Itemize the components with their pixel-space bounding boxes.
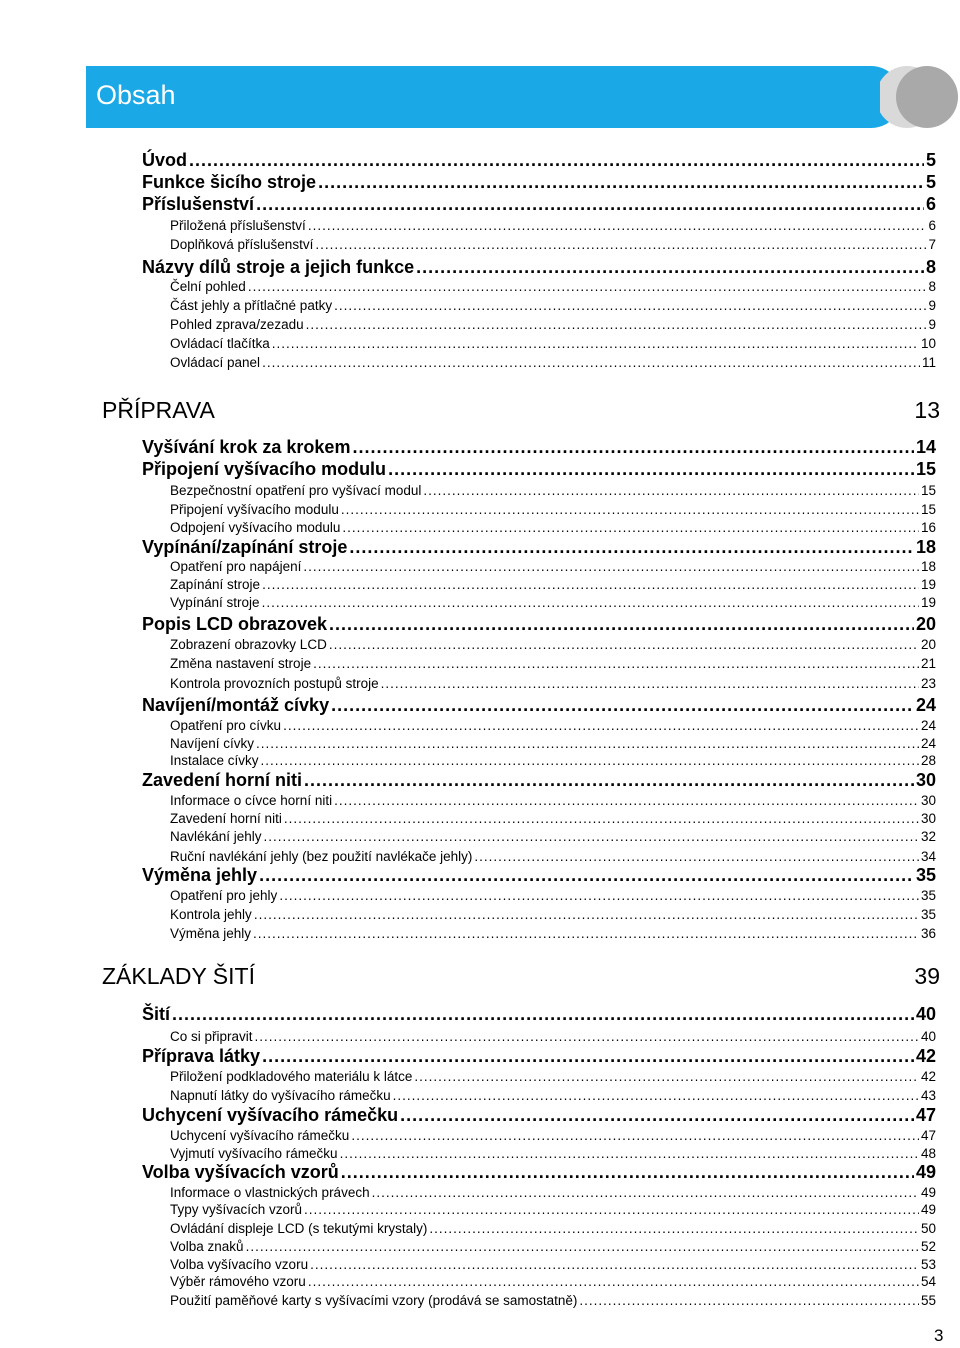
toc-entry-title: Bezpečnostní opatření pro vyšívací modul bbox=[170, 483, 422, 498]
toc-entry-page: 14 bbox=[915, 437, 936, 457]
toc-leader-dots bbox=[259, 864, 914, 886]
toc-entry-page: 5 bbox=[925, 150, 936, 170]
toc-entry-page: 10 bbox=[920, 336, 936, 351]
toc-entry-title: Použití paměňové karty s vyšívacími vzory (prodává se samostatně) bbox=[170, 1293, 578, 1308]
toc-entry-page: 47 bbox=[915, 1105, 936, 1125]
toc-entry-title: Popis LCD obrazovek bbox=[142, 614, 328, 634]
toc-leader-dots bbox=[351, 1127, 919, 1145]
toc-leader-dots bbox=[262, 594, 919, 612]
toc-chapter-entry[interactable] bbox=[142, 1104, 936, 1126]
toc-chapter-entry[interactable] bbox=[142, 769, 936, 791]
toc-entry-title: Vyšívání krok za krokem bbox=[142, 437, 351, 457]
toc-entry-title: Kontrola jehly bbox=[170, 907, 252, 922]
toc-entry-page: 40 bbox=[920, 1029, 936, 1044]
toc-entry-title: Čelní pohled bbox=[170, 279, 246, 294]
toc-subentry[interactable] bbox=[170, 735, 936, 753]
toc-entry-page: 43 bbox=[920, 1088, 936, 1103]
toc-entry-title: Volba vyšívacího vzoru bbox=[170, 1257, 309, 1272]
toc-entry-page: 24 bbox=[920, 718, 936, 733]
toc-subentry[interactable] bbox=[170, 217, 936, 235]
toc-subentry[interactable] bbox=[170, 1184, 936, 1202]
toc-chapter-entry[interactable] bbox=[142, 193, 936, 215]
toc-subentry[interactable] bbox=[170, 354, 936, 372]
toc-subentry[interactable] bbox=[170, 906, 936, 924]
toc-entry-title: Přiložená příslušenství bbox=[170, 218, 306, 233]
toc-entry-page: 5 bbox=[925, 172, 936, 192]
toc-leader-dots bbox=[315, 236, 926, 254]
toc-subentry[interactable] bbox=[170, 278, 936, 296]
toc-leader-dots bbox=[248, 278, 927, 296]
toc-chapter-entry[interactable] bbox=[142, 171, 936, 193]
toc-entry-title: Úvod bbox=[142, 150, 187, 170]
section-heading-priprava bbox=[102, 396, 940, 424]
toc-chapter-entry[interactable] bbox=[142, 458, 936, 480]
toc-leader-dots bbox=[272, 335, 919, 353]
toc-leader-dots bbox=[279, 887, 919, 905]
toc-subentry[interactable] bbox=[170, 925, 936, 943]
toc-entry-title: Pohled zprava/zezadu bbox=[170, 317, 304, 332]
toc-leader-dots bbox=[341, 501, 919, 519]
toc-subentry[interactable] bbox=[170, 236, 936, 254]
toc-leader-dots bbox=[318, 171, 924, 193]
toc-leader-dots bbox=[264, 828, 919, 846]
toc-leader-dots bbox=[342, 519, 919, 537]
toc-subentry[interactable] bbox=[170, 828, 936, 846]
toc-entry-page: 49 bbox=[920, 1202, 936, 1217]
toc-entry-title: Ovládací panel bbox=[170, 355, 261, 370]
toc-leader-dots bbox=[303, 558, 919, 576]
toc-entry-title: Opatření pro cívku bbox=[170, 718, 282, 733]
toc-subentry[interactable] bbox=[170, 1087, 936, 1105]
toc-subentry[interactable] bbox=[170, 594, 936, 612]
toc-entry-title: Navlékání jehly bbox=[170, 829, 262, 844]
toc-chapter-entry[interactable] bbox=[142, 256, 936, 278]
toc-entry-title: Ruční navlékání jehly (bez použití navlékače jehly) bbox=[170, 849, 473, 864]
toc-entry-page: 20 bbox=[920, 637, 936, 652]
toc-subentry[interactable] bbox=[170, 316, 936, 334]
toc-leader-dots bbox=[579, 1292, 919, 1310]
toc-leader-dots bbox=[256, 193, 924, 215]
toc-leader-dots bbox=[262, 576, 919, 594]
toc-entry-title: Šití bbox=[142, 1004, 171, 1024]
toc-entry-page: 52 bbox=[920, 1239, 936, 1254]
toc-subentry[interactable] bbox=[170, 655, 936, 673]
toc-leader-dots bbox=[262, 1045, 914, 1067]
header-decoration bbox=[880, 66, 958, 128]
toc-entry-page: 8 bbox=[925, 257, 936, 277]
toc-chapter-entry[interactable] bbox=[142, 613, 936, 635]
toc-entry-title: Zavedení horní niti bbox=[142, 770, 303, 790]
toc-entry-page: 6 bbox=[925, 194, 936, 214]
toc-subentry[interactable] bbox=[170, 1256, 936, 1274]
toc-entry-page: 20 bbox=[915, 614, 936, 634]
toc-entry-page: 24 bbox=[915, 695, 936, 715]
toc-subentry[interactable] bbox=[170, 636, 936, 654]
toc-entry-page: 30 bbox=[915, 770, 936, 790]
section-title: PŘÍPRAVA bbox=[102, 397, 215, 423]
toc-entry-page: 15 bbox=[920, 483, 936, 498]
toc-entry-title: Instalace cívky bbox=[170, 753, 259, 768]
toc-entry-title: Příslušenství bbox=[142, 194, 255, 214]
toc-leader-dots bbox=[352, 436, 914, 458]
toc-entry-page: 40 bbox=[915, 1004, 936, 1024]
toc-entry-title: Vyjmutí vyšívacího rámečku bbox=[170, 1146, 338, 1161]
toc-subentry[interactable] bbox=[170, 558, 936, 576]
toc-entry-page: 32 bbox=[920, 829, 936, 844]
toc-entry-title: Napnutí látky do vyšívacího rámečku bbox=[170, 1088, 391, 1103]
toc-subentry[interactable] bbox=[170, 297, 936, 315]
toc-leader-dots bbox=[172, 1003, 914, 1025]
toc-entry-title: Funkce šicího stroje bbox=[142, 172, 317, 192]
toc-leader-dots bbox=[334, 297, 926, 315]
toc-leader-dots bbox=[329, 636, 919, 654]
toc-entry-title: Vypínání/zapínání stroje bbox=[142, 537, 348, 557]
toc-entry-page: 35 bbox=[915, 865, 936, 885]
toc-entry-page: 28 bbox=[920, 753, 936, 768]
toc-entry-page: 11 bbox=[921, 355, 936, 370]
toc-entry-page: 47 bbox=[920, 1128, 936, 1143]
toc-entry-page: 50 bbox=[920, 1221, 936, 1236]
toc-entry-page: 53 bbox=[920, 1257, 936, 1272]
section-page: 13 bbox=[914, 397, 940, 423]
toc-entry-page: 18 bbox=[915, 537, 936, 557]
toc-leader-dots bbox=[416, 256, 924, 278]
toc-entry-title: Zavedení horní niti bbox=[170, 811, 282, 826]
toc-entry-page: 54 bbox=[920, 1274, 936, 1289]
toc-leader-dots bbox=[349, 536, 914, 558]
toc-leader-dots bbox=[423, 482, 919, 500]
toc-entry-title: Navíjení cívky bbox=[170, 736, 255, 751]
toc-entry-title: Co si připravit bbox=[170, 1029, 253, 1044]
section-page: 39 bbox=[914, 963, 940, 989]
toc-entry-title: Uchycení vyšívacího rámečku bbox=[142, 1105, 399, 1125]
toc-leader-dots bbox=[381, 675, 919, 693]
toc-leader-dots bbox=[341, 1161, 914, 1183]
toc-entry-title: Změna nastavení stroje bbox=[170, 656, 312, 671]
page-number: 3 bbox=[934, 1326, 944, 1345]
toc-leader-dots bbox=[414, 1068, 919, 1086]
toc-subentry[interactable] bbox=[170, 482, 936, 500]
toc-leader-dots bbox=[246, 1238, 919, 1256]
toc-leader-dots bbox=[331, 694, 914, 716]
toc-subentry[interactable] bbox=[170, 717, 936, 735]
toc-leader-dots bbox=[304, 1201, 919, 1219]
toc-entry-title: Informace o cívce horní niti bbox=[170, 793, 333, 808]
section-title: ZÁKLADY ŠITÍ bbox=[102, 963, 255, 989]
toc-leader-dots bbox=[393, 1087, 919, 1105]
toc-entry-title: Část jehly a přítlačné patky bbox=[170, 298, 333, 313]
toc-leader-dots bbox=[329, 613, 914, 635]
toc-leader-dots bbox=[284, 810, 919, 828]
toc-entry-page: 7 bbox=[928, 237, 936, 252]
toc-entry-title: Doplňková příslušenství bbox=[170, 237, 314, 252]
toc-entry-title: Uchycení vyšívacího rámečku bbox=[170, 1128, 350, 1143]
toc-chapter-entry[interactable] bbox=[142, 694, 936, 716]
toc-subentry[interactable] bbox=[170, 519, 936, 537]
toc-entry-title: Názvy dílů stroje a jejich funkce bbox=[142, 257, 415, 277]
toc-entry-page: 15 bbox=[915, 459, 936, 479]
toc-chapter-entry[interactable] bbox=[142, 149, 936, 171]
toc-leader-dots bbox=[261, 752, 919, 770]
toc-subentry[interactable] bbox=[170, 1068, 936, 1086]
toc-leader-dots bbox=[388, 458, 914, 480]
toc-entry-page: 55 bbox=[920, 1293, 936, 1308]
toc-entry-page: 35 bbox=[920, 888, 936, 903]
toc-entry-title: Výměna jehly bbox=[142, 865, 258, 885]
toc-leader-dots bbox=[306, 316, 927, 334]
toc-entry-page: 42 bbox=[920, 1069, 936, 1084]
toc-entry-page: 30 bbox=[920, 811, 936, 826]
toc-entry-page: 19 bbox=[920, 577, 936, 592]
toc-leader-dots bbox=[283, 717, 919, 735]
toc-subentry[interactable] bbox=[170, 887, 936, 905]
toc-entry-page: 9 bbox=[928, 317, 936, 332]
toc-entry-page: 42 bbox=[915, 1046, 936, 1066]
toc-entry-page: 36 bbox=[920, 926, 936, 941]
toc-entry-title: Zapínání stroje bbox=[170, 577, 261, 592]
toc-subentry[interactable] bbox=[170, 1127, 936, 1145]
toc-leader-dots bbox=[313, 655, 919, 673]
toc-entry-title: Zobrazení obrazovky LCD bbox=[170, 637, 327, 652]
toc-entry-title: Připojení vyšívacího modulu bbox=[170, 502, 339, 517]
toc-entry-title: Výběr rámového vzoru bbox=[170, 1274, 306, 1289]
toc-subentry[interactable] bbox=[170, 1273, 936, 1291]
toc-subentry[interactable] bbox=[170, 792, 936, 810]
toc-leader-dots bbox=[189, 149, 924, 171]
toc-entry-page: 9 bbox=[928, 298, 936, 313]
section-heading-zaklady-siti bbox=[102, 962, 940, 990]
toc-subentry[interactable] bbox=[170, 335, 936, 353]
page-title: Obsah bbox=[96, 80, 176, 110]
toc-entry-page: 19 bbox=[920, 595, 936, 610]
toc-entry-page: 35 bbox=[920, 907, 936, 922]
toc-leader-dots bbox=[255, 1028, 919, 1046]
toc-chapter-entry[interactable] bbox=[142, 436, 936, 458]
toc-subentry[interactable] bbox=[170, 1028, 936, 1046]
toc-entry-title: Navíjení/montáž cívky bbox=[142, 695, 330, 715]
toc-subentry[interactable] bbox=[170, 1292, 936, 1310]
toc-leader-dots bbox=[400, 1104, 914, 1126]
toc-entry-page: 15 bbox=[920, 502, 936, 517]
toc-entry-title: Vypínání stroje bbox=[170, 595, 260, 610]
toc-entry-page: 16 bbox=[920, 520, 936, 535]
toc-subentry[interactable] bbox=[170, 675, 936, 693]
toc-entry-page: 8 bbox=[928, 279, 936, 294]
toc-leader-dots bbox=[253, 925, 919, 943]
toc-leader-dots bbox=[262, 354, 920, 372]
toc-entry-title: Přiložení podkladového materiálu k látce bbox=[170, 1069, 413, 1084]
toc-entry-title: Informace o vlastnických právech bbox=[170, 1185, 370, 1200]
toc-chapter-entry[interactable] bbox=[142, 1045, 936, 1067]
toc-chapter-entry[interactable] bbox=[142, 536, 936, 558]
toc-entry-page: 21 bbox=[920, 656, 936, 671]
header-banner bbox=[86, 66, 902, 128]
toc-entry-page: 18 bbox=[920, 559, 936, 574]
toc-leader-dots bbox=[308, 1273, 919, 1291]
toc-chapter-entry[interactable] bbox=[142, 1003, 936, 1025]
toc-entry-title: Ovládání displeje LCD (s tekutými krystaly) bbox=[170, 1221, 428, 1236]
toc-subentry[interactable] bbox=[170, 810, 936, 828]
toc-entry-title: Odpojení vyšívacího modulu bbox=[170, 520, 341, 535]
toc-entry-title: Připojení vyšívacího modulu bbox=[142, 459, 387, 479]
toc-entry-page: 6 bbox=[928, 218, 936, 233]
toc-leader-dots bbox=[254, 906, 919, 924]
toc-leader-dots bbox=[310, 1256, 919, 1274]
toc-leader-dots bbox=[429, 1220, 919, 1238]
toc-entry-page: 34 bbox=[920, 849, 936, 864]
toc-entry-title: Volba znaků bbox=[170, 1239, 244, 1254]
toc-leader-dots bbox=[304, 769, 914, 791]
toc-leader-dots bbox=[334, 792, 919, 810]
toc-leader-dots bbox=[308, 217, 927, 235]
toc-entry-page: 24 bbox=[920, 736, 936, 751]
toc-leader-dots bbox=[256, 735, 919, 753]
toc-entry-title: Volba vyšívacích vzorů bbox=[142, 1162, 339, 1182]
toc-chapter-entry[interactable] bbox=[142, 1161, 936, 1183]
toc-subentry[interactable] bbox=[170, 1238, 936, 1256]
toc-subentry[interactable] bbox=[170, 1201, 936, 1219]
toc-entry-page: 49 bbox=[920, 1185, 936, 1200]
toc-subentry[interactable] bbox=[170, 1220, 936, 1238]
toc-leader-dots bbox=[372, 1184, 919, 1202]
toc-chapter-entry[interactable] bbox=[142, 864, 936, 886]
toc-subentry[interactable] bbox=[170, 576, 936, 594]
toc-entry-page: 49 bbox=[915, 1162, 936, 1182]
toc-entry-page: 23 bbox=[920, 676, 936, 691]
toc-entry-title: Ovládací tlačítka bbox=[170, 336, 270, 351]
toc-entry-title: Kontrola provozních postupů stroje bbox=[170, 676, 379, 691]
toc-entry-page: 48 bbox=[920, 1146, 936, 1161]
toc-subentry[interactable] bbox=[170, 501, 936, 519]
toc-entry-title: Příprava látky bbox=[142, 1046, 261, 1066]
toc-entry-page: 30 bbox=[920, 793, 936, 808]
toc-subentry[interactable] bbox=[170, 752, 936, 770]
toc-entry-title: Opatření pro jehly bbox=[170, 888, 278, 903]
toc-entry-title: Opatření pro napájení bbox=[170, 559, 302, 574]
toc-entry-title: Typy vyšívacích vzorů bbox=[170, 1202, 303, 1217]
toc-entry-title: Výměna jehly bbox=[170, 926, 252, 941]
